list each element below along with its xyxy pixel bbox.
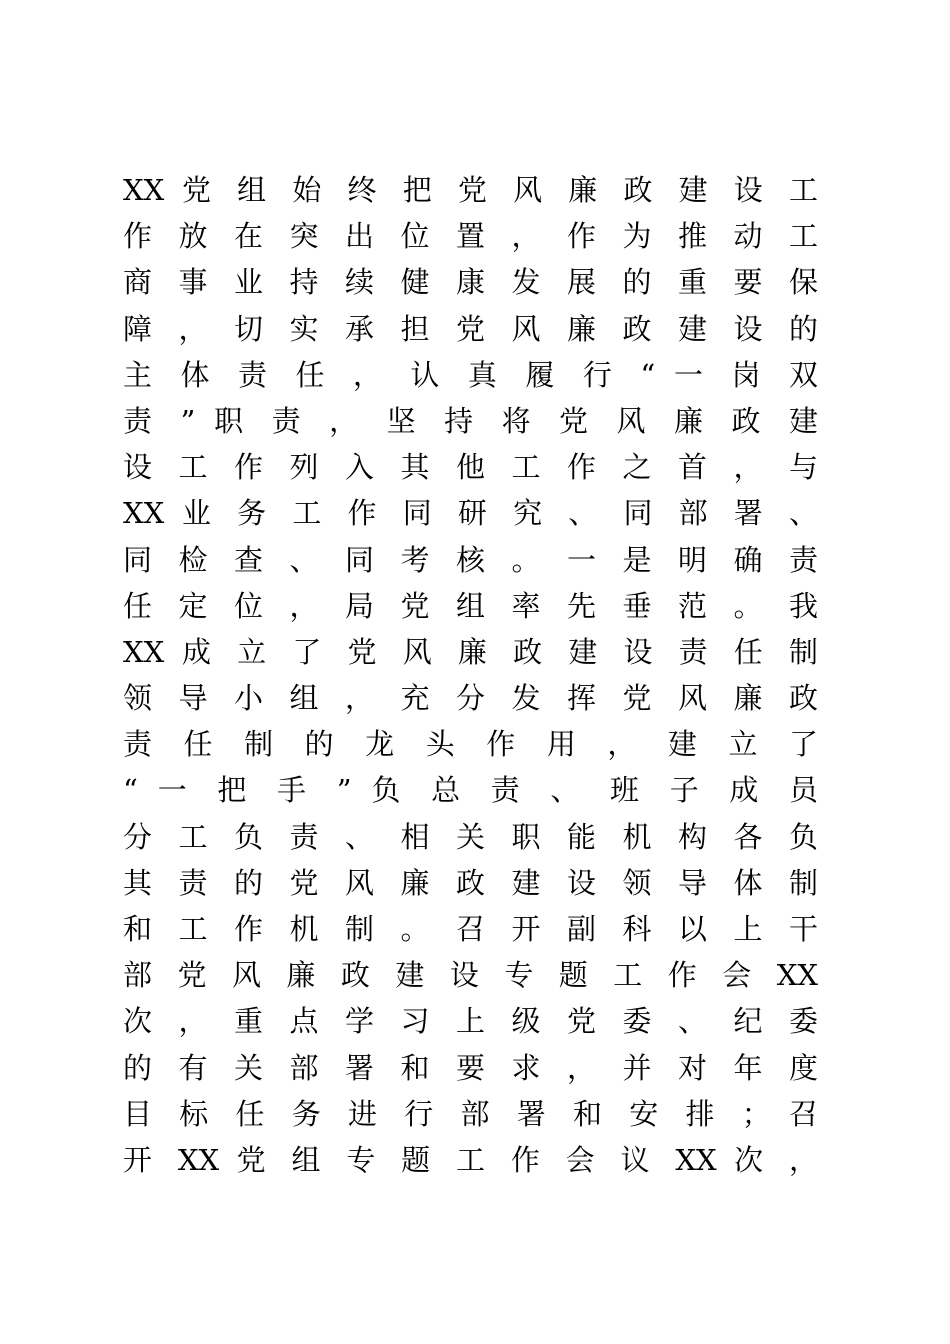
body-text [123,167,818,1183]
text-line: XX 党 组 始 终 把 党 风 廉 政 建 设 工 [123,173,818,207]
text-line: 目 标 任 务 进 行 部 署 和 安 排 ； 召 [123,1096,818,1131]
text-line: 同 检 查 、 同 考 核 。 一 是 明 确 责 [123,542,818,577]
text-line: 次 ， 重 点 学 习 上 级 党 委 、 纪 委 [123,1004,818,1039]
text-line: 责 ” 职 责 ， 坚 持 将 党 风 廉 政 建 [123,403,818,438]
text-line: 商 事 业 持 续 健 康 发 展 的 重 要 保 [123,265,818,300]
text-line: 分 工 负 责 、 相 关 职 能 机 构 各 负 [123,819,818,854]
text-line: 作 放 在 突 出 位 置 ， 作 为 推 动 工 [123,219,818,254]
text-line: 障 ， 切 实 承 担 党 风 廉 政 建 设 的 [123,311,818,346]
text-line: 其 责 的 党 风 廉 政 建 设 领 导 体 制 [123,865,818,900]
text-line: 的 有 关 部 署 和 要 求 ， 并 对 年 度 [123,1050,818,1085]
text-line: “ 一 把 手 ” 负 总 责 、 班 子 成 员 [123,773,818,808]
text-line: 和 工 作 机 制 。 召 开 副 科 以 上 干 [123,912,818,946]
text-line: XX 成 立 了 党 风 廉 政 建 设 责 任 制 [123,634,818,669]
text-line: 责 任 制 的 龙 头 作 用 ， 建 立 了 [123,727,818,762]
text-line: XX 业 务 工 作 同 研 究 、 同 部 署 、 [123,496,818,531]
text-line: 开 XX 党 组 专 题 工 作 会 议 XX 次 ， [123,1142,818,1177]
text-line: 部 党 风 廉 政 建 设 专 题 工 作 会 XX [123,958,818,993]
text-line: 设 工 作 列 入 其 他 工 作 之 首 ， 与 [123,450,818,485]
text-line: 主 体 责 任 ， 认 真 履 行 “ 一 岗 双 [123,357,818,392]
text-line: 领 导 小 组 ， 充 分 发 挥 党 风 廉 政 [123,681,818,716]
text-line: 任 定 位 ， 局 党 组 率 先 垂 范 。 我 [123,588,818,623]
